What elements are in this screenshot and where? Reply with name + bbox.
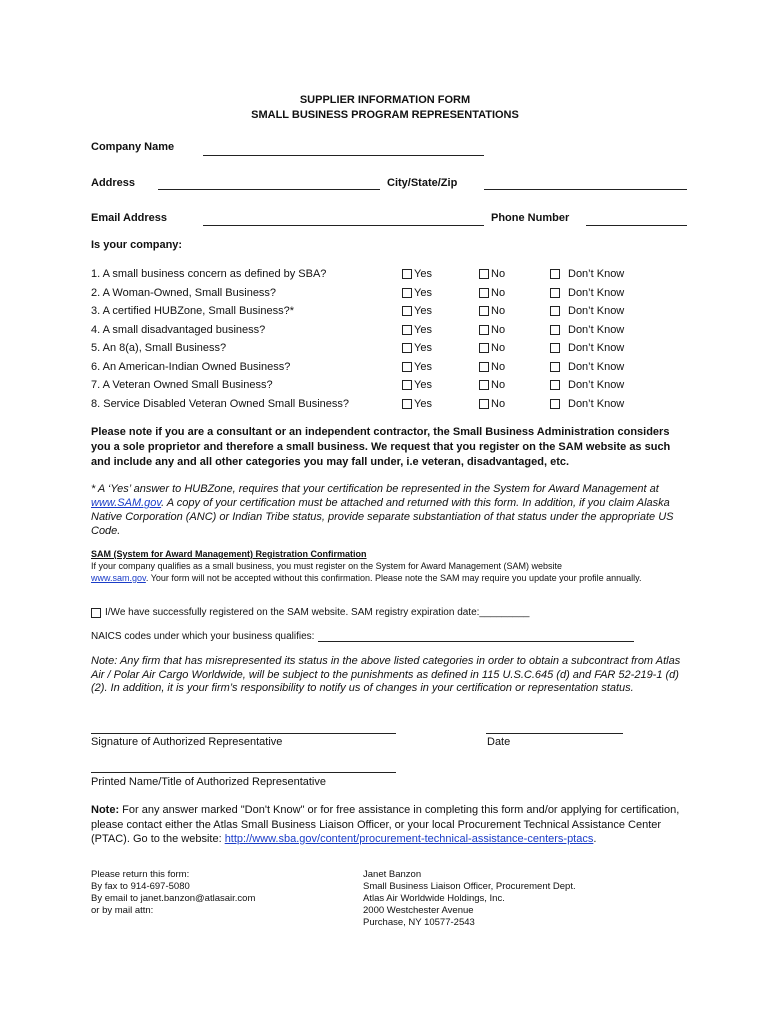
phone-field[interactable]: [586, 225, 687, 226]
yes-checkbox[interactable]: [402, 343, 412, 353]
question-3: 3. A certified HUBZone, Small Business?*: [91, 305, 294, 317]
sam-gov-link[interactable]: www.SAM.gov: [91, 497, 162, 509]
option-no-q2[interactable]: No: [479, 287, 505, 299]
question-1: 1. A small business concern as defined by SBA?: [91, 268, 327, 280]
no-checkbox[interactable]: [479, 288, 489, 298]
address-label: Address: [91, 177, 136, 189]
no-checkbox[interactable]: [479, 325, 489, 335]
option-dont-know-q5[interactable]: Don’t Know: [550, 342, 624, 354]
date-label: Date: [487, 736, 511, 748]
city-state-zip-label: City/State/Zip: [387, 177, 458, 189]
date-field[interactable]: [486, 733, 623, 734]
signature-label: Signature of Authorized Representative: [91, 736, 283, 748]
misrepresentation-note: Note: Any firm that has misrepresented its status in the above listed categories in order to obtain a subcontract from Atlas Air / Polar Air Cargo Worldwide, will be subject to the punishments as defined in 115 U.S.C.645 (d) and FAR 52-219-1 (d)(2). In addition, it is your firm’s responsibility to notify us of changes in your certification or representation status.: [91, 655, 681, 694]
consultant-note: Please note if you are a consultant or an independent contractor, the Small Business Administration considers you a sole proprietor and therefore a small business. We request that you register on the SAM website as such and include any and all other categories you may fall under, i.e veteran, disadvantaged, etc.: [91, 426, 671, 468]
company-name-label: Company Name: [91, 141, 175, 153]
dont-know-checkbox[interactable]: [550, 380, 560, 390]
printed-name-field[interactable]: [91, 772, 396, 773]
dont-know-checkbox[interactable]: [550, 399, 560, 409]
naics-label: NAICS codes under which your business qualifies:: [91, 631, 315, 642]
is-your-company-label: Is your company:: [91, 239, 183, 251]
address-field[interactable]: [158, 189, 380, 190]
naics-field[interactable]: [318, 641, 634, 642]
option-no-q3[interactable]: No: [479, 305, 505, 317]
question-5: 5. An 8(a), Small Business?: [91, 342, 227, 354]
assistance-note: Note: For any answer marked "Don't Know" or for free assistance in completing this form and/or applying for certification, please contact either the Atlas Small Business Liaison Officer, or your local Procurement Technical Assistance Center (PTAC). Go to the website: http://www.sba.gov/content/procurement-technical-assistance-centers-ptacs.: [91, 804, 680, 845]
yes-checkbox[interactable]: [402, 380, 412, 390]
option-yes-q4[interactable]: Yes: [402, 324, 432, 336]
no-checkbox[interactable]: [479, 343, 489, 353]
option-yes-q2[interactable]: Yes: [402, 287, 432, 299]
yes-checkbox[interactable]: [402, 399, 412, 409]
form-title: SUPPLIER INFORMATION FORM: [299, 94, 471, 106]
return-instructions: Please return this form: By fax to 914-697-5080 By email to janet.banzon@atlasair.com or by mail attn:: [91, 869, 256, 916]
option-yes-q7[interactable]: Yes: [402, 379, 432, 391]
yes-checkbox[interactable]: [402, 306, 412, 316]
yes-checkbox[interactable]: [402, 269, 412, 279]
no-checkbox[interactable]: [479, 399, 489, 409]
question-2: 2. A Woman-Owned, Small Business?: [91, 287, 277, 299]
option-no-q8[interactable]: No: [479, 398, 505, 410]
phone-label: Phone Number: [491, 212, 570, 224]
no-checkbox[interactable]: [479, 269, 489, 279]
sam-registered-checkbox[interactable]: [91, 608, 101, 618]
email-field[interactable]: [203, 225, 484, 226]
ptac-link[interactable]: http://www.sba.gov/content/procurement-technical-assistance-centers-ptacs: [224, 833, 594, 845]
dont-know-checkbox[interactable]: [550, 362, 560, 372]
option-yes-q1[interactable]: Yes: [402, 268, 432, 280]
option-no-q1[interactable]: No: [479, 268, 505, 280]
yes-checkbox[interactable]: [402, 325, 412, 335]
printed-name-label: Printed Name/Title of Authorized Representative: [91, 776, 326, 788]
no-checkbox[interactable]: [479, 380, 489, 390]
form-subtitle: SMALL BUSINESS PROGRAM REPRESENTATIONS: [251, 109, 519, 121]
option-dont-know-q4[interactable]: Don’t Know: [550, 324, 624, 336]
option-dont-know-q1[interactable]: Don’t Know: [550, 268, 624, 280]
option-yes-q6[interactable]: Yes: [402, 361, 432, 373]
no-checkbox[interactable]: [479, 362, 489, 372]
signature-field[interactable]: [91, 733, 396, 734]
option-dont-know-q6[interactable]: Don’t Know: [550, 361, 624, 373]
question-8: 8. Service Disabled Veteran Owned Small Business?: [91, 398, 350, 410]
dont-know-checkbox[interactable]: [550, 269, 560, 279]
option-dont-know-q8[interactable]: Don’t Know: [550, 398, 624, 410]
sam-link[interactable]: www.sam.gov: [91, 573, 146, 583]
no-checkbox[interactable]: [479, 306, 489, 316]
question-4: 4. A small disadvantaged business?: [91, 324, 266, 336]
dont-know-checkbox[interactable]: [550, 288, 560, 298]
question-6: 6. An American-Indian Owned Business?: [91, 361, 291, 373]
yes-checkbox[interactable]: [402, 288, 412, 298]
option-yes-q3[interactable]: Yes: [402, 305, 432, 317]
option-no-q5[interactable]: No: [479, 342, 505, 354]
sam-heading: SAM (System for Award Management) Registration Confirmation: [91, 549, 367, 559]
dont-know-checkbox[interactable]: [550, 343, 560, 353]
company-name-field[interactable]: [203, 155, 484, 156]
sam-instructions: If your company qualifies as a small business, you must register on the System for Award Management (SAM) website www.sam.gov. Your form will not be accepted without this confirmation. Please note the SAM may require you update your profile annually.: [91, 561, 642, 583]
city-state-zip-field[interactable]: [484, 189, 687, 190]
contact-address: Janet Banzon Small Business Liaison Officer, Procurement Dept. Atlas Air Worldwide Holdings, Inc. 2000 Westchester Avenue Purchase, NY 10577-2543: [363, 869, 576, 928]
question-7: 7. A Veteran Owned Small Business?: [91, 379, 273, 391]
dont-know-checkbox[interactable]: [550, 325, 560, 335]
sam-confirmation: I/We have successfully registered on the SAM website. SAM registry expiration date:_________: [91, 607, 529, 618]
option-no-q4[interactable]: No: [479, 324, 505, 336]
option-no-q6[interactable]: No: [479, 361, 505, 373]
email-label: Email Address: [91, 212, 168, 224]
option-yes-q8[interactable]: Yes: [402, 398, 432, 410]
option-dont-know-q3[interactable]: Don’t Know: [550, 305, 624, 317]
yes-checkbox[interactable]: [402, 362, 412, 372]
hubzone-note: * A ‘Yes’ answer to HUBZone, requires that your certification be represented in the System for Award Management at www.SAM.gov. A copy of your certification must be attached and returned with this form. In addition, if you claim Alaska Native Corporation (ANC) or Indian Tribe status, provide separate substantiation of that status under the appropriate US Code.: [91, 483, 674, 537]
option-no-q7[interactable]: No: [479, 379, 505, 391]
option-yes-q5[interactable]: Yes: [402, 342, 432, 354]
option-dont-know-q2[interactable]: Don’t Know: [550, 287, 624, 299]
dont-know-checkbox[interactable]: [550, 306, 560, 316]
option-dont-know-q7[interactable]: Don’t Know: [550, 379, 624, 391]
